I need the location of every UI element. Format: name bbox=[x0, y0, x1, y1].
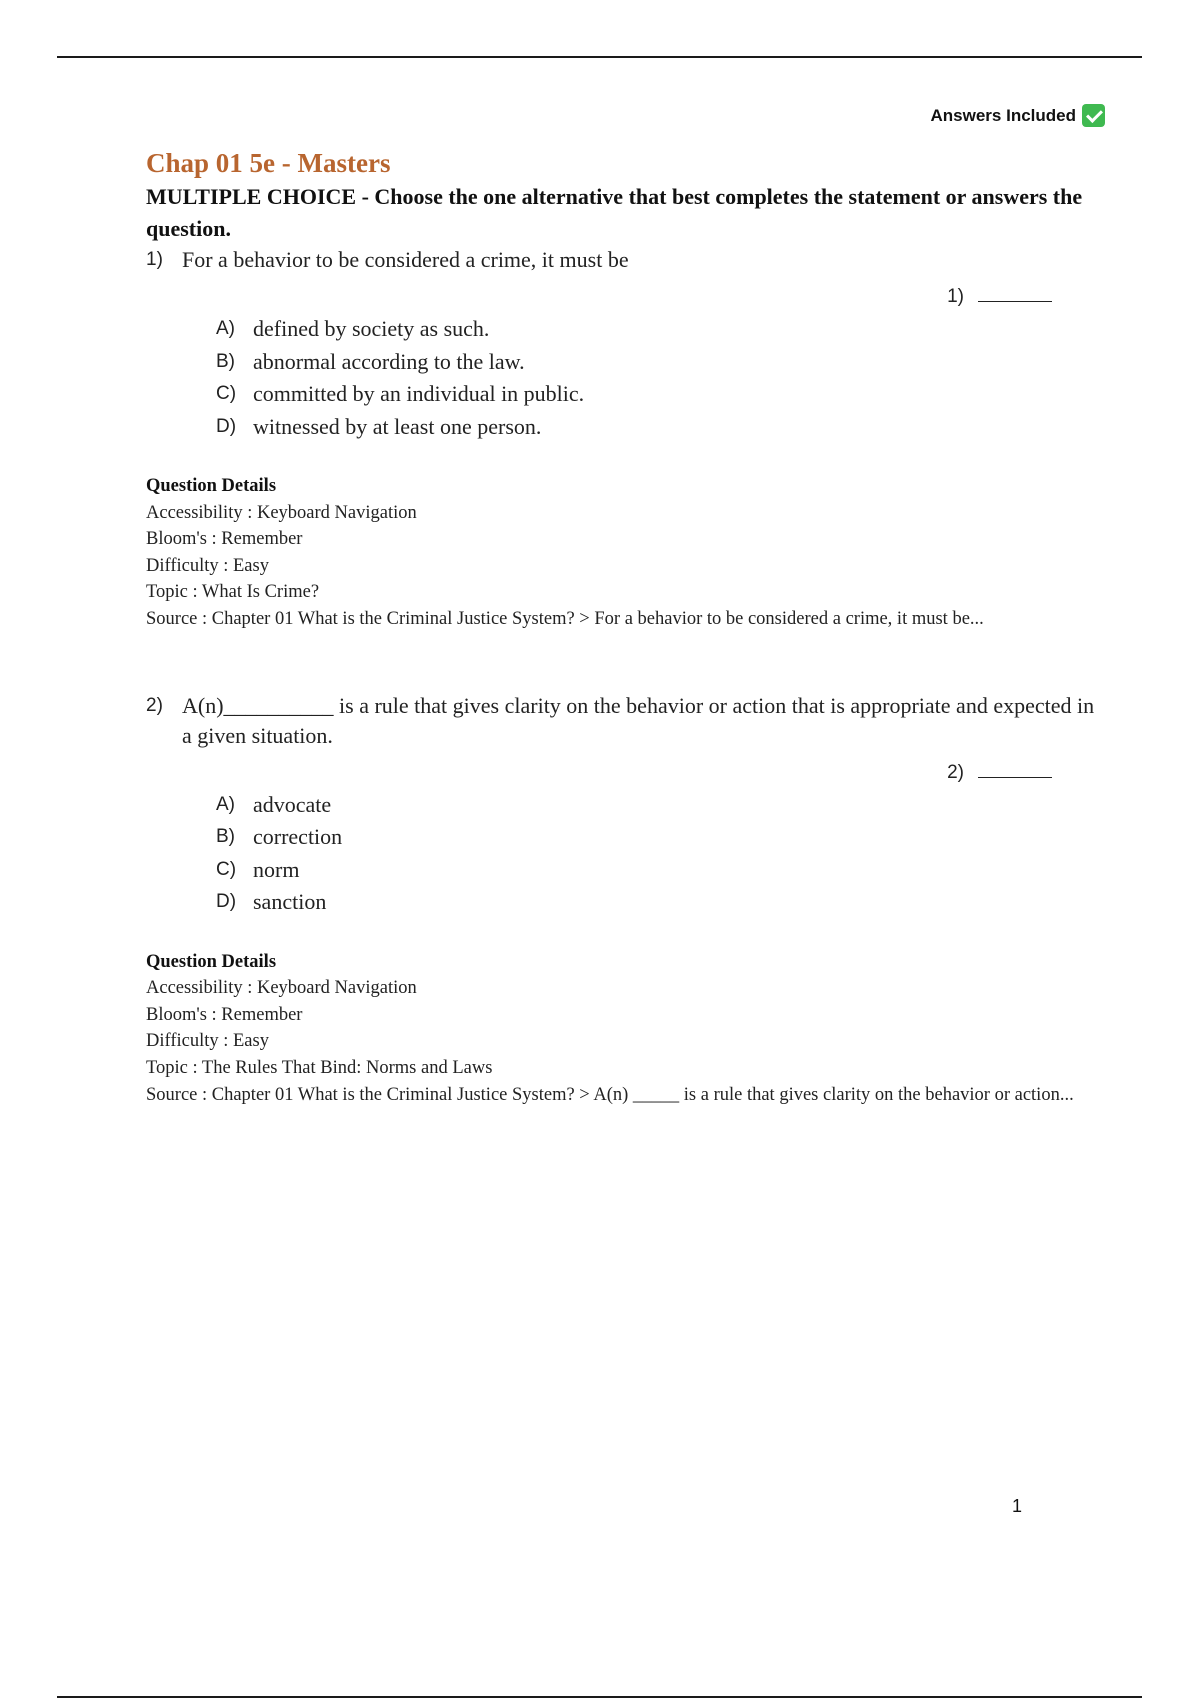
option-text: witnessed by at least one person. bbox=[253, 413, 542, 439]
question-2-number: 2) bbox=[146, 694, 163, 716]
option-letter: A) bbox=[216, 793, 235, 815]
answers-included-label: Answers Included bbox=[930, 105, 1076, 125]
question-2 bbox=[146, 691, 1096, 1109]
option-a bbox=[216, 313, 1096, 346]
option-letter: C) bbox=[216, 858, 237, 880]
option-letter: B) bbox=[216, 826, 235, 848]
details-difficulty: Difficulty : Easy bbox=[146, 1031, 269, 1052]
question-2-answer-slot bbox=[146, 759, 1052, 785]
question-2-answer-label: 2) bbox=[947, 761, 964, 783]
details-blooms: Bloom's : Remember bbox=[146, 1004, 303, 1025]
option-text: defined by society as such. bbox=[253, 316, 490, 341]
option-letter: D) bbox=[216, 891, 237, 913]
option-b bbox=[216, 346, 1096, 379]
option-letter: D) bbox=[216, 415, 237, 437]
details-accessibility: Accessibility : Keyboard Navigation bbox=[146, 502, 417, 523]
details-source: Source : Chapter 01 What is the Criminal Justice System? > For a behavior to be considered a crime, it must be... bbox=[146, 608, 984, 629]
option-d bbox=[216, 411, 1096, 444]
option-d bbox=[216, 886, 1096, 919]
question-1-answer-slot bbox=[146, 283, 1052, 309]
details-accessibility: Accessibility : Keyboard Navigation bbox=[146, 978, 417, 999]
option-text: advocate bbox=[253, 791, 332, 817]
option-c bbox=[216, 378, 1096, 411]
question-1-number: 1) bbox=[146, 249, 163, 270]
details-heading: Question Details bbox=[146, 951, 277, 972]
answers-included-badge bbox=[931, 104, 1105, 127]
option-text: norm bbox=[253, 856, 300, 882]
top-rule bbox=[57, 56, 1142, 58]
question-1-options bbox=[216, 313, 1096, 443]
option-letter: C) bbox=[216, 383, 237, 404]
details-topic: Topic : The Rules That Bind: Norms and Laws bbox=[146, 1057, 493, 1078]
question-2-stem bbox=[146, 691, 1096, 751]
option-c bbox=[216, 854, 1096, 887]
details-source: Source : Chapter 01 What is the Criminal Justice System? > A(n) _____ is a rule that gives clarity on the behavior or action... bbox=[146, 1084, 1074, 1105]
option-b bbox=[216, 821, 1096, 854]
question-1-text: For a behavior to be considered a crime, it must be bbox=[182, 247, 629, 272]
question-2-details bbox=[146, 949, 1096, 1109]
question-1-answer-blank bbox=[978, 283, 1052, 302]
document-title: Chap 01 5e - Masters bbox=[146, 148, 391, 178]
option-letter: B) bbox=[216, 350, 235, 372]
question-1-answer-label: 1) bbox=[947, 286, 964, 307]
check-mark-icon bbox=[1082, 104, 1105, 127]
details-difficulty: Difficulty : Easy bbox=[146, 555, 269, 576]
option-text: correction bbox=[253, 824, 343, 850]
section-instructions: MULTIPLE CHOICE - Choose the one alternative that best completes the statement or answers the question. bbox=[146, 184, 1083, 241]
question-2-text: A(n)__________ is a rule that gives clarity on the behavior or action that is appropriate and expected in a given situation. bbox=[182, 692, 1095, 748]
option-text: abnormal according to the law. bbox=[253, 348, 525, 374]
page-number: 1 bbox=[1012, 1496, 1023, 1516]
question-1-details bbox=[146, 473, 1096, 633]
question-1-stem bbox=[146, 245, 1096, 275]
question-2-options bbox=[216, 789, 1096, 919]
option-a bbox=[216, 789, 1096, 822]
question-2-answer-blank bbox=[978, 759, 1052, 778]
details-heading: Question Details bbox=[146, 476, 277, 496]
option-letter: A) bbox=[216, 318, 235, 339]
details-blooms: Bloom's : Remember bbox=[146, 529, 303, 550]
bottom-rule bbox=[57, 1696, 1142, 1698]
document-content bbox=[146, 145, 1096, 1108]
option-text: committed by an individual in public. bbox=[253, 381, 585, 406]
option-text: sanction bbox=[253, 889, 327, 915]
question-1 bbox=[146, 245, 1096, 633]
details-topic: Topic : What Is Crime? bbox=[146, 582, 320, 603]
